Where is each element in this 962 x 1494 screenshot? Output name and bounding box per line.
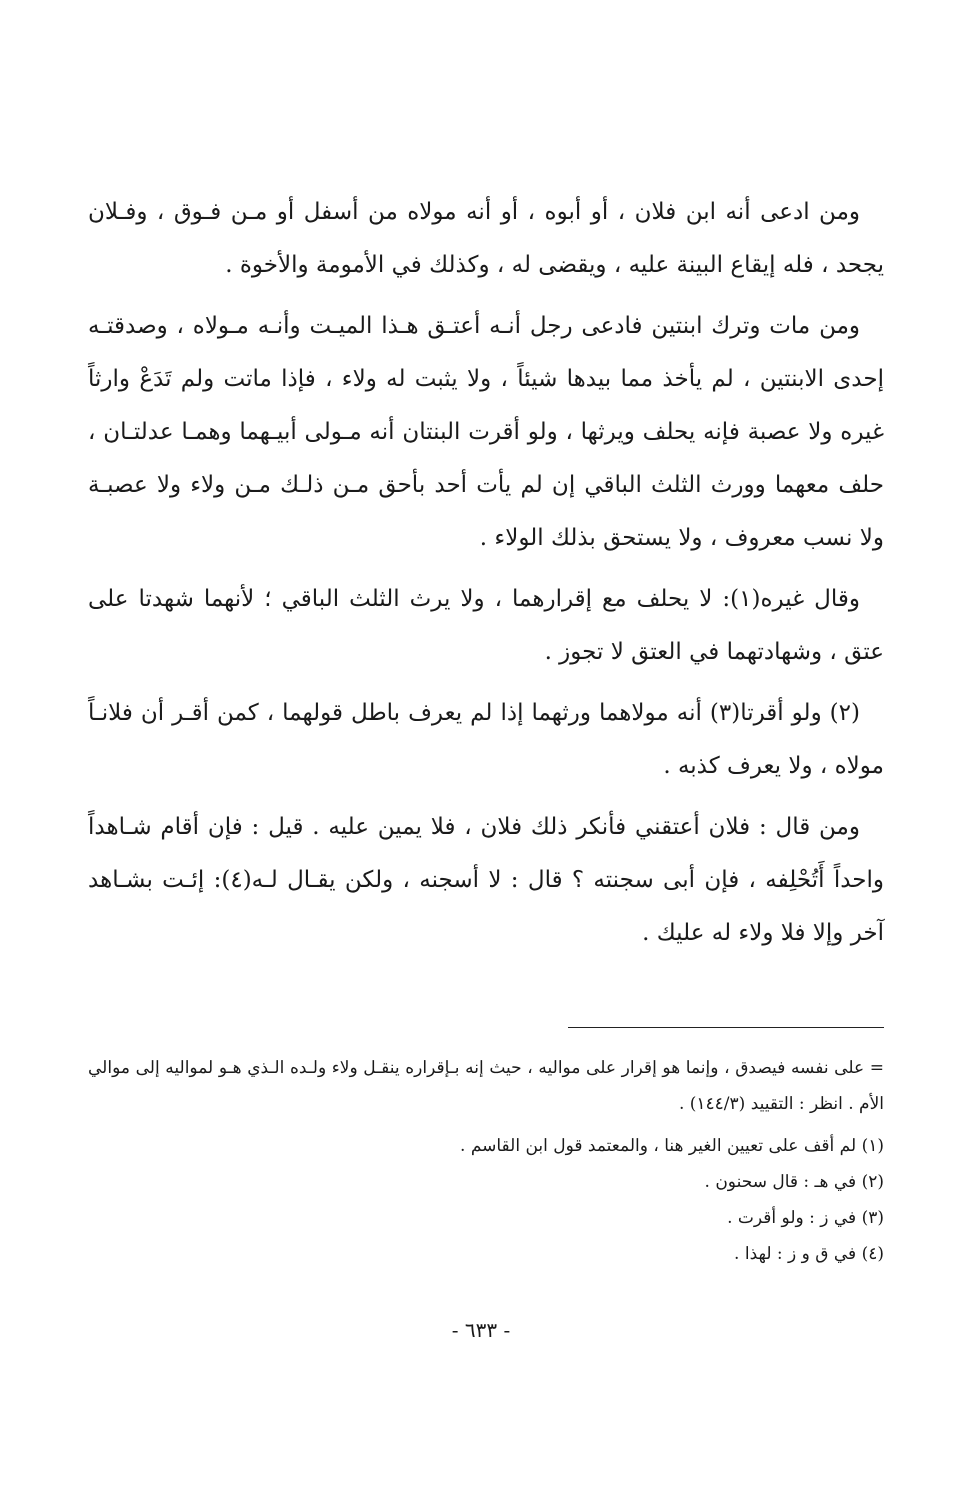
paragraph-2: ومن مات وترك ابنتين فادعى رجل أنـه أعتـق هـذا الميـت وأنـه مـولاه ، وصدقتـه إحدى الابنتين ، لم يأخذ مما بيدها شيئاً ، ولا يثبت له ولاء ، فإذا ماتت ولم تَدَعْ وارثاً غيره ولا عصبة فإنه يحلف ويرثها ، ولو أقرت البنتان أنه مـولى أبيـهما وهمـا عدلتـان ، حلف معهما وورث الثلث الباقي إن لم يأت أحد بأحق مـن ذلـك مـن ولاء ولا عصبـة ولا نسب معروف ، ولا يستحق بذلك الولاء . bbox=[88, 313, 884, 551]
main-text-body bbox=[88, 186, 884, 968]
footnote-4: (٤) في ق و ز : لهذا . bbox=[734, 1244, 884, 1264]
footnote-3: (٣) في ز : ولو أقرت . bbox=[727, 1208, 884, 1228]
footnotes-section bbox=[88, 1050, 884, 1272]
paragraph-5: ومن قال : فلان أعتقني فأنكر ذلك فلان ، فلا يمين عليه . قيل : فإن أقام شـاهداً واحداً أَتُحْلِفه ، فإن أبى سجنته ؟ قال : لا أسجنه ، ولكن يقـال لـه(٤): إئـت بشـاهد آخر وإلا فلا ولاء له عليك . bbox=[88, 814, 885, 946]
paragraph-4: (٢) ولو أقرتا(٣) أنه مولاهما ورثهما إذا لم يعرف باطل قولهما ، كمن أقـر أن فلانـاً مولاه ، ولا يعرف كذبه . bbox=[88, 700, 884, 779]
footnote-continuation: = على نفسه فيصدق ، وإنما هو إقرار على مواليه ، حيث إنه بـإقراره ينقـل ولاء ولـده الـذي هـو لمواليه إلى موالي الأم . انظر : التقييد (١٤٤/٣) . bbox=[88, 1058, 884, 1114]
paragraph-1: ومن ادعى أنه ابن فلان ، أو أبوه ، أو أنه مولاه من أسفل أو مـن فـوق ، وفـلان يجحد ، فله إيقاع البينة عليه ، ويقضى له ، وكذلك في الأمومة والأخوة . bbox=[88, 199, 884, 278]
footnote-1: (١) لم أقف على تعيين الغير هنا ، والمعتمد قول ابن القاسم . bbox=[460, 1136, 884, 1156]
paragraph-3: وقال غيره(١): لا يحلف مع إقرارهما ، ولا يرث الثلث الباقي ؛ لأنهما شهدتا على عتق ، وشهادتهما في العتق لا تجوز . bbox=[88, 586, 884, 665]
footnote-2: (٢) في هـ : قال سحنون . bbox=[704, 1172, 884, 1192]
footnote-divider bbox=[568, 1027, 884, 1028]
page-number: - ٦٣٣ - bbox=[451, 1318, 511, 1342]
